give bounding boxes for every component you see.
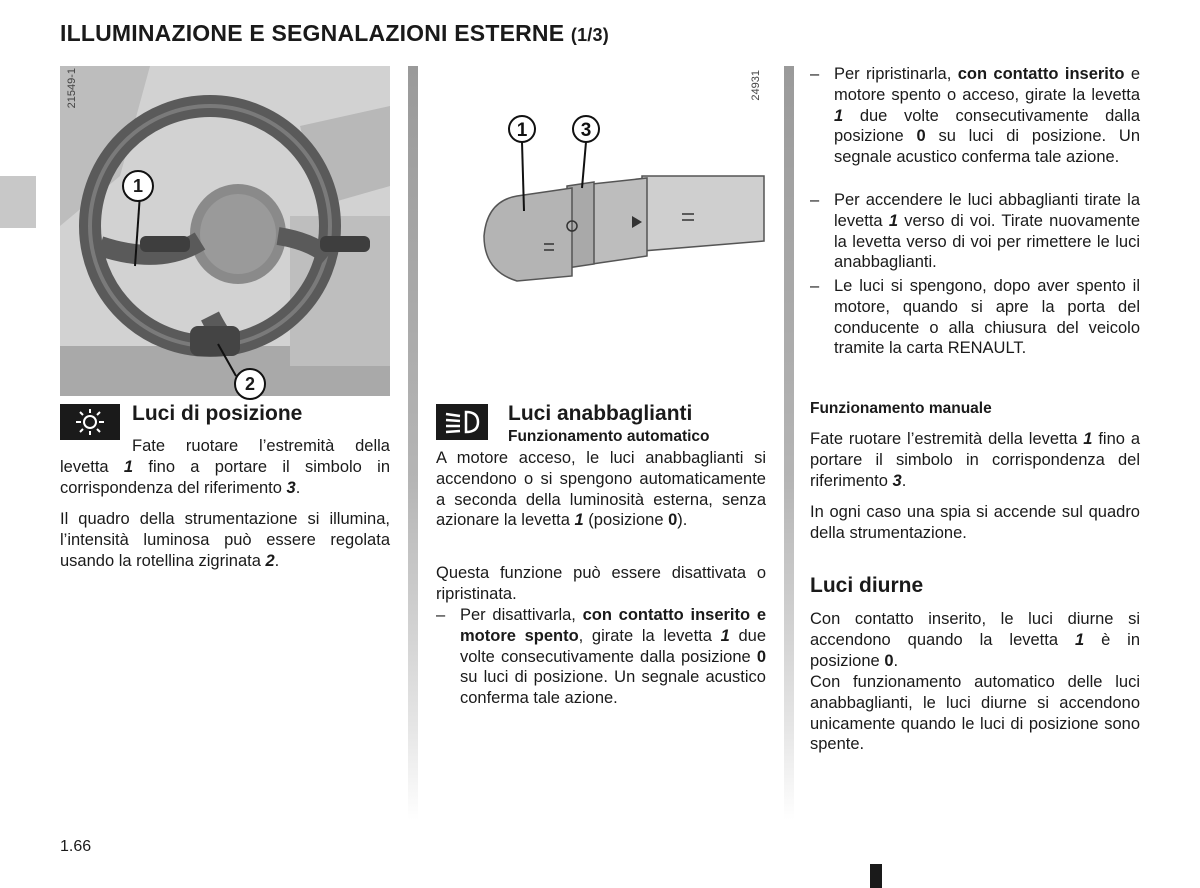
text: fino a portare il simbolo in corrispondenza del riferimento bbox=[60, 457, 390, 497]
text: verso di voi. Tirate nuovamente la levetta verso di voi per rimettere le luci anabbaglianti. bbox=[834, 211, 1140, 272]
position-lights-icon bbox=[70, 407, 110, 437]
text: 0 bbox=[756, 647, 766, 666]
text: 3 bbox=[286, 478, 296, 497]
list-item-text bbox=[460, 605, 766, 709]
page-number: 1.66 bbox=[60, 838, 92, 855]
lighting-stalk-diagram bbox=[432, 66, 772, 372]
list-item bbox=[810, 190, 1140, 273]
text: 1 bbox=[834, 106, 844, 125]
text: Con funzionamento automatico delle luci anabbaglianti, le luci diurne si accendono unicamente quando le luci di posizione sono spente. bbox=[810, 673, 1140, 754]
manual-mode-para-1 bbox=[810, 429, 1140, 491]
text: A motore acceso, le luci anabbaglianti si accendono o si spengono automaticamente a seconda della luminosità esterna, senza azionare la levetta bbox=[436, 449, 766, 530]
text: con contatto inserito bbox=[957, 65, 1125, 83]
list-dash: – bbox=[810, 277, 820, 295]
diagram-reference: 24931 bbox=[750, 70, 762, 101]
text: (posizione bbox=[583, 511, 669, 530]
list-item bbox=[436, 605, 766, 709]
column-divider-left bbox=[408, 66, 418, 820]
text: 0 bbox=[668, 511, 678, 530]
text: Il quadro della strumentazione si illumina, l’intensità luminosa può essere regolata usando la rotellina zigrinata bbox=[60, 510, 390, 570]
text: due volte consecutivamente dalla posizione bbox=[460, 626, 766, 666]
text: Questa funzione può essere disattivata o ripristinata. bbox=[436, 564, 766, 603]
manual-mode-subheading: Funzionamento manuale bbox=[810, 400, 992, 417]
manual-mode-para-2 bbox=[810, 502, 1140, 544]
text: 1 bbox=[888, 211, 899, 230]
text: fino a portare il simbolo in corrispondenza del riferimento bbox=[810, 430, 1140, 490]
dipped-beam-badge bbox=[436, 404, 488, 440]
text: su luci di posizione. Un segnale acustico conferma tale azione. bbox=[834, 127, 1140, 167]
section-tab bbox=[0, 176, 36, 228]
page-edge-marker bbox=[870, 864, 882, 888]
text: 0 bbox=[884, 651, 894, 670]
position-lights-badge bbox=[60, 404, 120, 440]
column-divider-right bbox=[784, 66, 794, 820]
diagram-callout-1-label: 1 bbox=[516, 120, 528, 141]
list-dash: – bbox=[810, 191, 820, 209]
photo-callout-2 bbox=[234, 368, 266, 400]
page-title bbox=[60, 20, 609, 47]
text: è in posizione bbox=[810, 630, 1141, 670]
text: Fate ruotare l’estremità della levetta bbox=[810, 430, 1084, 448]
steering-wheel-photo bbox=[60, 66, 390, 396]
steering-wheel-illustration bbox=[60, 66, 390, 396]
position-lights-heading: Luci di posizione bbox=[132, 402, 303, 425]
photo-callout-1-label: 1 bbox=[132, 175, 143, 196]
position-lights-para-1 bbox=[60, 436, 390, 498]
daytime-lights-para-2 bbox=[810, 672, 1140, 755]
text: 0 bbox=[916, 127, 926, 146]
text: e motore spento o acceso, girate la levetta bbox=[834, 65, 1141, 104]
stalk-illustration bbox=[432, 66, 772, 372]
text: su luci di posizione. Un segnale acustico conferma tale azione. bbox=[460, 668, 766, 708]
list-item-text bbox=[834, 64, 1140, 168]
text: Fate ruotare l’estremità della levetta bbox=[60, 437, 390, 476]
dipped-beam-icon bbox=[442, 408, 482, 436]
text: . bbox=[295, 478, 301, 497]
daytime-lights-heading: Luci diurne bbox=[810, 574, 924, 597]
automatic-mode-subheading: Funzionamento automatico bbox=[508, 428, 710, 445]
text: con contatto inserito e motore spento bbox=[460, 606, 767, 645]
text: ). bbox=[677, 511, 688, 530]
text: 2 bbox=[265, 551, 275, 570]
list-item-text: Le luci si spengono, dopo aver spento il motore, quando si apre la porta del conducente o alla chiusura del veicolo tramite la carta RENAULT. bbox=[834, 277, 1140, 358]
text: . bbox=[893, 651, 899, 670]
text: . bbox=[901, 471, 907, 490]
photo-callout-2-label: 2 bbox=[244, 373, 255, 394]
text: 1 bbox=[1074, 630, 1085, 649]
text: Per disattivarla, bbox=[460, 606, 583, 624]
text: Per accendere le luci abbaglianti tirate la levetta bbox=[834, 191, 1140, 230]
text: 1 bbox=[574, 511, 584, 530]
daytime-lights-para-1 bbox=[810, 609, 1140, 671]
text: Per ripristinarla, bbox=[834, 65, 958, 83]
photo-reference: 21549-1 bbox=[66, 68, 78, 109]
dipped-beam-heading: Luci anabbaglianti bbox=[508, 402, 693, 425]
dipped-beam-para-1 bbox=[436, 448, 766, 531]
page-title-text: ILLUMINAZIONE E SEGNALAZIONI ESTERNE bbox=[60, 20, 565, 46]
text: 1 bbox=[720, 626, 730, 645]
page-fraction: (1/3) bbox=[570, 25, 609, 45]
text: 1 bbox=[123, 457, 134, 476]
text: 3 bbox=[892, 471, 902, 490]
text: 1 bbox=[1083, 430, 1093, 448]
photo-callout-1 bbox=[122, 170, 154, 202]
list-item bbox=[810, 64, 1140, 168]
list-item-text bbox=[834, 190, 1140, 273]
text: , girate la levetta bbox=[578, 626, 721, 645]
text: due volte consecutivamente dalla posizione bbox=[834, 106, 1140, 146]
list-dash: – bbox=[810, 65, 820, 83]
list-item bbox=[810, 276, 1140, 359]
position-lights-para-2 bbox=[60, 509, 390, 571]
diagram-callout-3-label: 3 bbox=[580, 120, 592, 141]
dipped-beam-para-2 bbox=[436, 563, 766, 605]
list-dash: – bbox=[436, 606, 446, 624]
text: In ogni caso una spia si accende sul quadro della strumentazione. bbox=[810, 503, 1140, 542]
text: . bbox=[274, 551, 280, 570]
text: Con contatto inserito, le luci diurne si accendono quando la levetta bbox=[810, 610, 1140, 649]
